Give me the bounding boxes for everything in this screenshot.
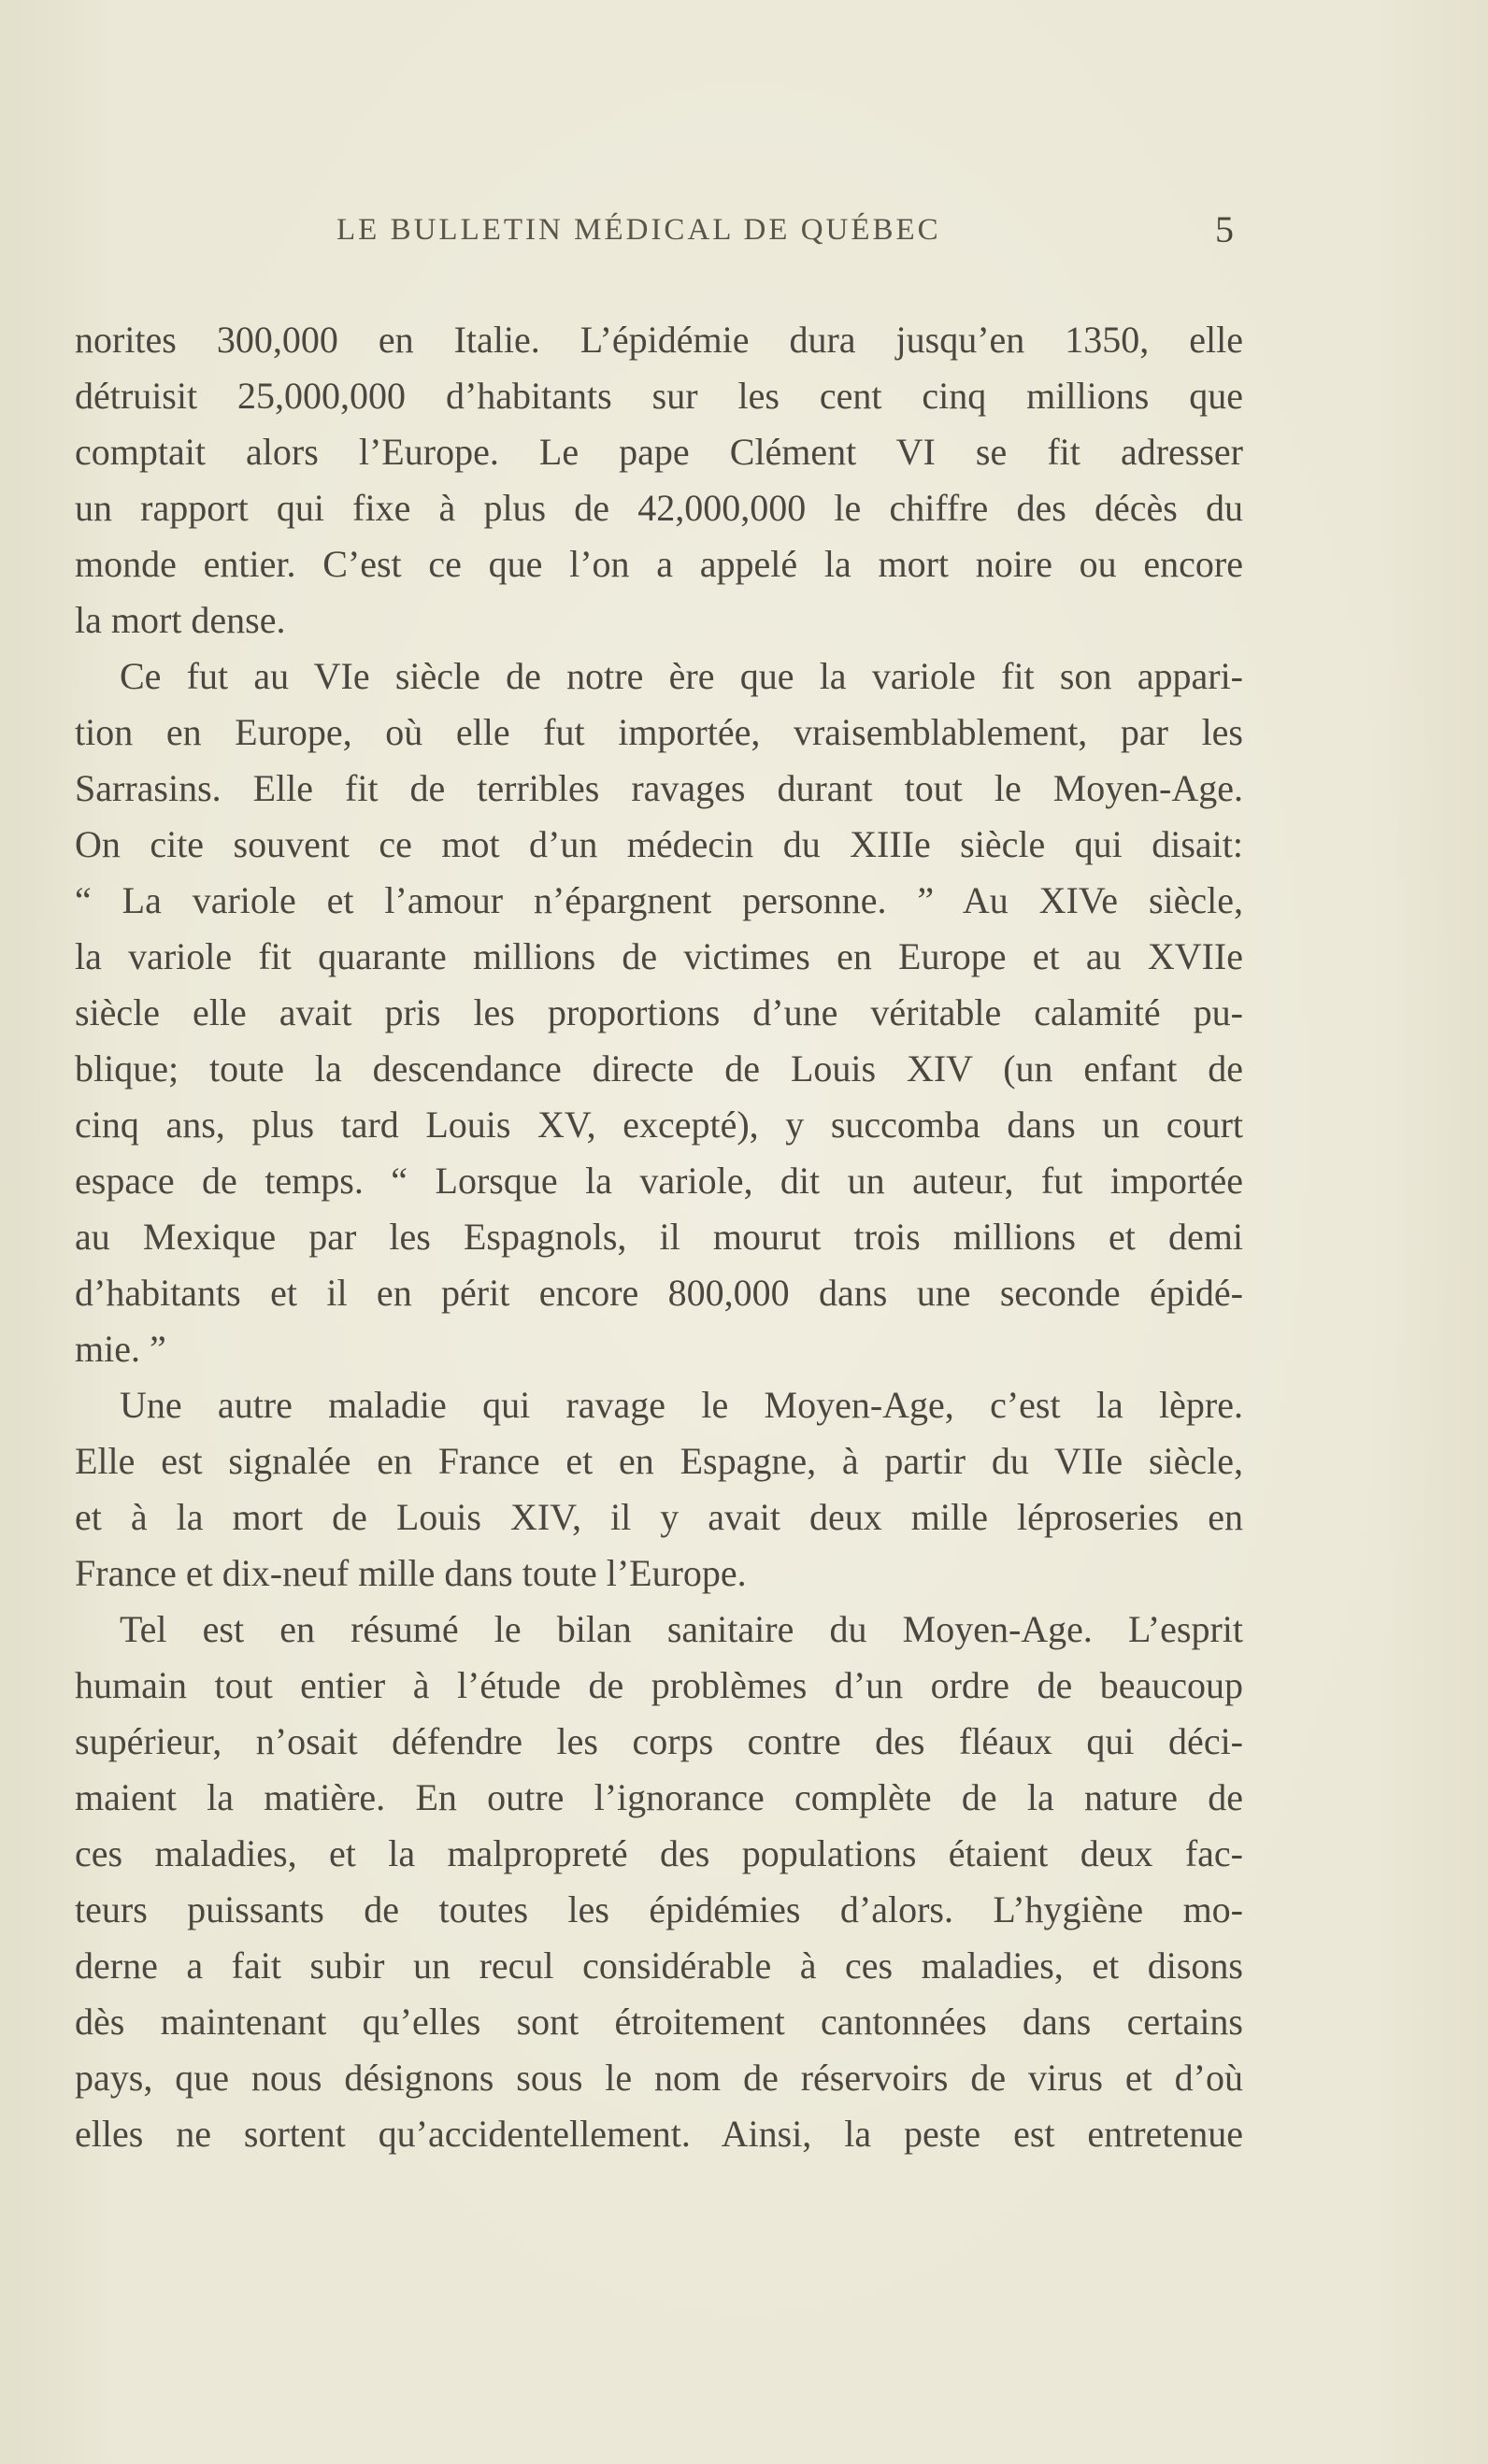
text-line: au Mexique par les Espagnols, il mourut trois millions et demi <box>75 1216 1243 1258</box>
text-line: Tel est en résumé le bilan sanitaire du Moyen-Age. L’esprit <box>120 1608 1243 1650</box>
text-line: supérieur, n’osait défendre les corps contre des fléaux qui déci- <box>75 1720 1243 1762</box>
text-line: et à la mort de Louis XIV, il y avait deux mille léproseries en <box>75 1496 1243 1538</box>
text-line: France et dix-neuf mille dans toute l’Europe. <box>75 1552 747 1594</box>
text-line: mie. ” <box>75 1328 166 1370</box>
text-line: la mort dense. <box>75 599 286 641</box>
text-line: teurs puissants de toutes les épidémies d’alors. L’hygiène mo- <box>75 1888 1243 1930</box>
text-line: Elle est signalée en France et en Espagne, à partir du VIIe siècle, <box>75 1440 1243 1482</box>
text-line: la variole fit quarante millions de victimes en Europe et au XVIIe <box>75 935 1243 977</box>
text-line: un rapport qui fixe à plus de 42,000,000 le chiffre des décès du <box>75 487 1243 529</box>
text-line: détruisit 25,000,000 d’habitants sur les cent cinq millions que <box>75 375 1243 417</box>
text-line: cinq ans, plus tard Louis XV, excepté), y succomba dans un court <box>75 1104 1243 1146</box>
text-line: maient la matière. En outre l’ignorance complète de la nature de <box>75 1776 1243 1818</box>
text-line: elles ne sortent qu’accidentellement. Ainsi, la peste est entretenue <box>75 2113 1243 2155</box>
text-line: blique; toute la descendance directe de Louis XIV (un enfant de <box>75 1047 1243 1090</box>
text-line: tion en Europe, où elle fut importée, vraisemblablement, par les <box>75 711 1243 753</box>
text-line: ces maladies, et la malpropreté des populations étaient deux fac- <box>75 1832 1243 1874</box>
text-line: humain tout entier à l’étude de problèmes d’un ordre de beaucoup <box>75 1664 1243 1706</box>
text-line: siècle elle avait pris les proportions d’une véritable calamité pu- <box>75 991 1243 1033</box>
text-line: Ce fut au VIe siècle de notre ère que la variole fit son appari- <box>120 655 1243 697</box>
text-line: derne a fait subir un recul considérable à ces maladies, et disons <box>75 1944 1243 1987</box>
running-title: LE BULLETIN MÉDICAL DE QUÉBEC <box>336 213 941 247</box>
text-line: monde entier. C’est ce que l’on a appelé la mort noire ou encore <box>75 543 1243 585</box>
text-line: Sarrasins. Elle fit de terribles ravages durant tout le Moyen-Age. <box>75 767 1243 809</box>
text-line: dès maintenant qu’elles sont étroitement cantonnées dans certains <box>75 2001 1243 2043</box>
text-line: “ La variole et l’amour n’épargnent personne. ” Au XIVe siècle, <box>75 879 1243 921</box>
text-line: On cite souvent ce mot d’un médecin du XIIIe siècle qui disait: <box>75 823 1243 865</box>
text-line: d’habitants et il en périt encore 800,000 dans une seconde épidé- <box>75 1272 1243 1314</box>
text-line: pays, que nous désignons sous le nom de réservoirs de virus et d’où <box>75 2057 1243 2099</box>
text-line: comptait alors l’Europe. Le pape Clément VI se fit adresser <box>75 431 1243 473</box>
text-line: Une autre maladie qui ravage le Moyen-Age, c’est la lèpre. <box>120 1384 1243 1426</box>
page-number: 5 <box>1215 208 1234 250</box>
text-line: espace de temps. “ Lorsque la variole, dit un auteur, fut importée <box>75 1160 1243 1202</box>
text-line: norites 300,000 en Italie. L’épidémie dura jusqu’en 1350, elle <box>75 319 1243 361</box>
body-text <box>75 312 1243 2162</box>
